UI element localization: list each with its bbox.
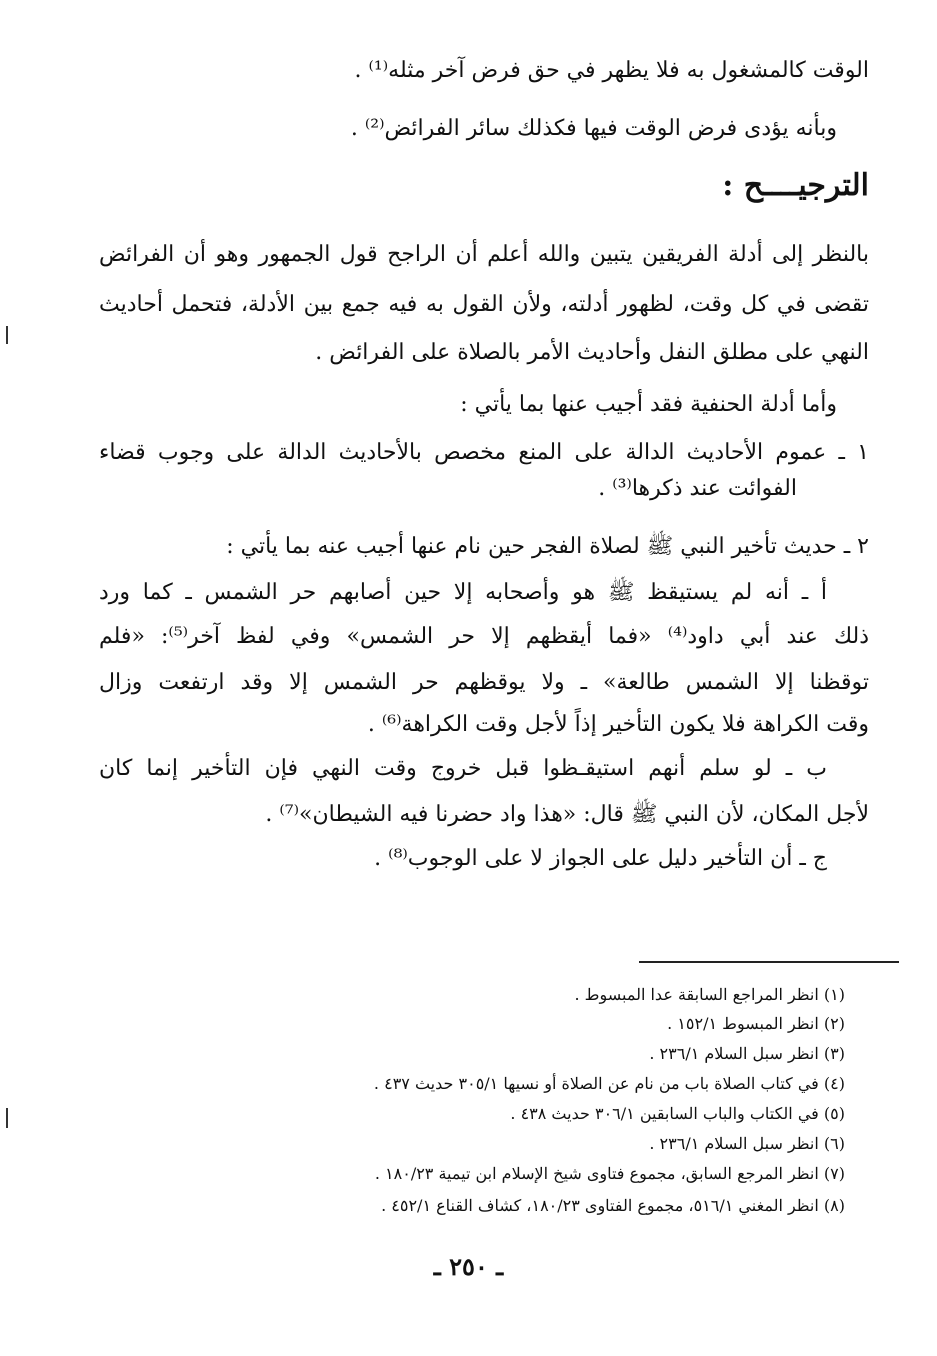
sub-item-a: أ ـ أنه لم يستيقظ ﷺ هو وأصحابه إلا حين أصابهم حر الشمس ـ كما ورد	[99, 580, 827, 605]
footnote: (٨) انظر المغني ٥١٦/١، مجموع الفتاوى ١٨٠/٢٣، كشاف القناع ٤٥٢/١ .	[381, 1196, 845, 1215]
text-line: ذلك عند أبي داود⁽⁴⁾ «فما أيقظهم إلا حر الشمس» وفي لفظ آخر⁽⁵⁾: «فلم	[99, 624, 870, 649]
section-heading: الترجيــــح :	[722, 168, 869, 203]
text-line: وأما أدلة الحنفية فقد أجيب عنها بما يأتي :	[460, 392, 837, 417]
footnote: (٤) في كتاب الصلاة باب من نام عن الصلاة أو نسيها ٣٠٥/١ حديث ٤٣٧ .	[373, 1074, 845, 1093]
footnote: (٦) انظر سبل السلام ٢٣٦/١ .	[649, 1134, 845, 1153]
list-item-1: ١ ـ عموم الأحاديث الدالة على المنع مخصص بالأحاديث الدالة على وجوب قضاء	[99, 440, 869, 465]
footnote-divider	[639, 961, 899, 963]
page-number: ـ ٢٥٠ ـ	[433, 1252, 504, 1281]
list-item-1-continued: الفوائت عند ذكرها⁽³⁾ .	[598, 476, 797, 501]
sub-item-b: ب ـ لو سلم أنهم استيقـظوا قبل خروج وقت النهي فإن التأخير إنما كان	[99, 756, 827, 781]
text-line: وبأنه يؤدى فرض الوقت فيها فكذلك سائر الفرائض⁽²⁾ .	[350, 116, 837, 141]
footnote: (٢) انظر المبسوط ١٥٢/١ .	[667, 1014, 845, 1033]
footnote: (١) انظر المراجع السابقة عدا المبسوط .	[574, 985, 845, 1004]
margin-mark	[6, 326, 8, 344]
text-line: النهي على مطلق النفل وأحاديث الأمر بالصلاة على الفرائض .	[315, 340, 869, 365]
margin-mark	[6, 1108, 8, 1128]
text-line: الوقت كالمشغول به فلا يظهر في حق فرض آخر مثله⁽¹⁾ .	[354, 58, 869, 83]
text-line: تقضى في كل وقت، لظهور أدلته، ولأن القول به فيه جمع بين الأدلة، فتحمل أحاديث	[99, 292, 869, 317]
text-line: وقت الكراهة فلا يكون التأخير إذاً لأجل وقت الكراهة⁽⁶⁾ .	[367, 712, 869, 737]
text-line: توقظنا إلا الشمس طالعة» ـ ولا يوقظهم حر الشمس إلا وقد ارتفعت وزال	[99, 670, 869, 695]
text-line: بالنظر إلى أدلة الفريقين يتبين والله أعلم أن الراجح قول الجمهور وهو أن الفرائض	[99, 242, 869, 267]
footnote: (٣) انظر سبل السلام ٢٣٦/١ .	[649, 1044, 845, 1063]
text-line: لأجل المكان، لأن النبي ﷺ قال: «هذا واد حضرنا فيه الشيطان»⁽⁷⁾ .	[265, 802, 869, 827]
list-item-2: ٢ ـ حديث تأخير النبي ﷺ لصلاة الفجر حين نام عنها أجيب عنه بما يأتي :	[226, 534, 869, 559]
footnote: (٥) في الكتاب والباب السابقين ٣٠٦/١ حديث ٤٣٨ .	[510, 1104, 845, 1123]
footnote: (٧) انظر المرجع السابق، مجموع فتاوى شيخ الإسلام ابن تيمية ١٨٠/٢٣ .	[374, 1164, 845, 1183]
sub-item-c: ج ـ أن التأخير دليل على الجواز لا على الوجوب⁽⁸⁾ .	[374, 846, 827, 871]
